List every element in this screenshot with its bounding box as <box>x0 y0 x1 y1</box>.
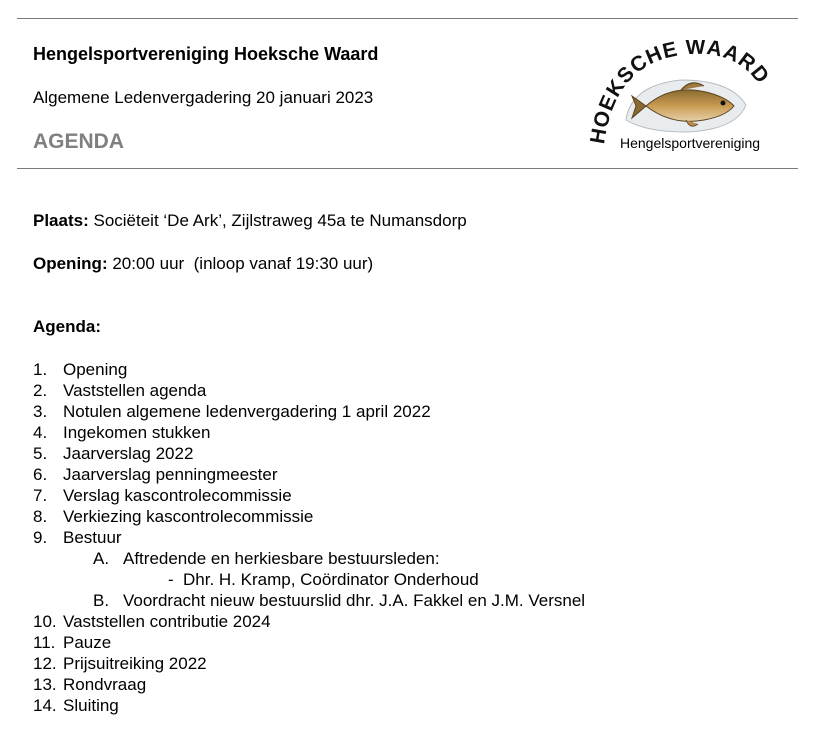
item-number: 14. <box>33 696 57 715</box>
item-text: Rondvraag <box>63 675 147 694</box>
item-number: 7. <box>33 486 48 505</box>
top-divider <box>17 18 798 19</box>
agenda-heading: Agenda: <box>33 317 101 336</box>
item-text: Sluiting <box>63 696 119 715</box>
logo-subtitle: Hengelsportvereniging <box>620 135 761 151</box>
item-text: Opening <box>63 360 128 379</box>
item-text: Verkiezing kascontrolecommissie <box>63 507 314 526</box>
item-text: Vaststellen agenda <box>63 381 207 400</box>
item-text: Voordracht nieuw bestuurslid dhr. J.A. Fakkel en J.M. Versnel <box>123 591 586 610</box>
opening-label: Opening: <box>33 254 108 273</box>
item-number: 9. <box>33 528 48 547</box>
item-text: Dhr. H. Kramp, Coördinator Onderhoud <box>183 570 479 589</box>
item-number: 4. <box>33 423 48 442</box>
item-text: Verslag kascontrolecommissie <box>63 486 292 505</box>
place-label: Plaats: <box>33 211 89 230</box>
item-text: Bestuur <box>63 528 122 547</box>
item-number: 10. <box>33 612 57 631</box>
page-title: AGENDA <box>33 130 125 153</box>
item-number: 3. <box>33 402 48 421</box>
organization-name: Hengelsportvereniging Hoeksche Waard <box>33 44 379 64</box>
meeting-opening <box>33 254 373 274</box>
item-number: 8. <box>33 507 48 526</box>
logo-arc-text: HOEKSCHE WAARD <box>586 40 774 146</box>
item-number: 2. <box>33 381 48 400</box>
item-letter: A. <box>93 549 110 568</box>
item-letter: B. <box>93 591 110 610</box>
meeting-place <box>33 211 467 231</box>
item-text: Jaarverslag penningmeester <box>63 465 278 484</box>
header-divider <box>17 168 798 169</box>
place-value: Sociëteit ‘De Ark’, Zijlstraweg 45a te Numansdorp <box>93 211 467 230</box>
item-text: Jaarverslag 2022 <box>63 444 194 463</box>
item-number: 12. <box>33 654 57 673</box>
item-number: 11. <box>33 633 56 652</box>
item-dash: - <box>168 570 174 589</box>
item-text: Ingekomen stukken <box>63 423 211 442</box>
item-text: Vaststellen contributie 2024 <box>63 612 271 631</box>
item-text: Pauze <box>63 633 112 652</box>
item-text: Aftredende en herkiesbare bestuursleden: <box>123 549 440 568</box>
item-number: 5. <box>33 444 48 463</box>
item-number: 1. <box>33 360 48 379</box>
item-number: 6. <box>33 465 48 484</box>
item-text: Notulen algemene ledenvergadering 1 april 2022 <box>63 402 431 421</box>
opening-value: 20:00 uur (inloop vanaf 19:30 uur) <box>112 254 374 273</box>
meeting-title: Algemene Ledenvergadering 20 januari 2023 <box>33 88 374 107</box>
item-number: 13. <box>33 675 57 694</box>
item-text: Prijsuitreiking 2022 <box>63 654 207 673</box>
